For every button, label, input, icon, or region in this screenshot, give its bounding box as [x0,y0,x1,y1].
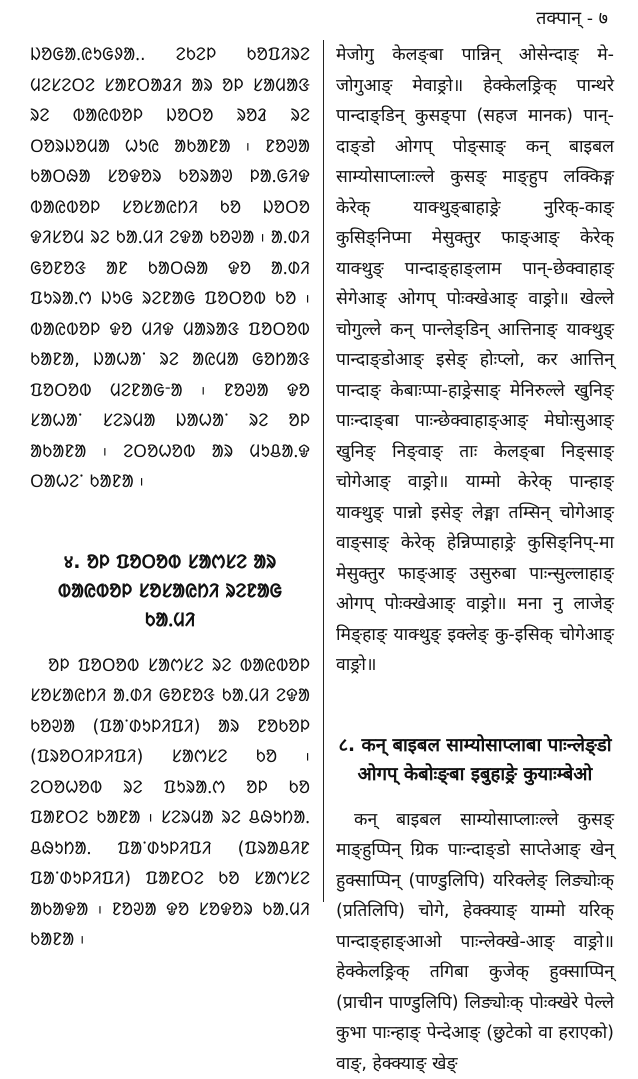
right-paragraph-1: मेजोगु केलङ्बा पान्निन् ओसेन्दाङ् मे-जोगुआङ् मेवाङ्रो॥ हेक्केलङ्रिक् पान्थरे पान्दाङ्डिन् कुसङ्पा (सहज मानक) पान्-दाङ्डो ओगप् पोङ्साङ् कन् बाइबल साम्योसाप्लाःल्ले कुसङ् माङ्हुप लक्किङ्ग केरेक् याक्थुङ्बाहाङ्रे नुरिक्-काङ् कुसिङ्निप्मा मेसुक्तुर फाङ्आङ् केरेक् याक्थुङ् पान्दाङ्हाङ्लाम पान्-छेक्वाहाङ् सेगेआङ् ओगप् पोःक्खेआङ् वाङ्रो॥ खेल्ले चोगुल्ले कन् पान्लेङ्डिन् आत्तिनाङ् याक्थुङ् पान्दाङ्डोआङ् इसेङ् होःप्लो, कर आत्तिन् पान्दाङ् केबाःप्पा-हाङ्रेसाङ् मेनिरुल्ले खुनिङ् पाःन्दाङ्बा पाःन्छेक्वाहाङ्आङ् मेघोःसुआङ् खुनिङ् निङ्वाङ् ताः केलङ्बा निङ्साङ् चोगेआङ् वाङ्रो॥ याम्मो केरेक् पान्हाङ् याक्थुङ् पान्नो इसेङ् लेङ्मा तम्सिन् चोगेआङ् वाङ्साङ् केरेक् हेन्निप्पाहाङ्रे कुसिङ्निप्-मा मेसुक्तुर फाङ्आङ् उसुरुबा पाःन्सुल्लाहाङ् ओगप् पोःक्खेआङ् वाङ्रो॥ मना नु लाजेङ् मिङ्हाङ् याक्थुङ् इक्लेङ् कु-इसिक् चोगेआङ् वाङ्रो॥ [336,40,614,681]
left-paragraph-1: ᱡᱚᱜᱟᱹᱭᱩᱜᱽᱟᱹ. ᱮᱠᱮᱞ ᱠᱚᱯᱤᱨᱮ ᱢᱮᱥᱮᱛᱮ ᱥᱟᱱᱛᱟᱲᱤ ᱟᱨ ᱚᱞ ᱥᱟᱢᱟᱝ ᱨᱮ ᱵᱟᱭᱵᱚᱞ ᱡᱚᱛᱚ ᱨᱚᱲ ᱨᱮ ᱛᱚᱨᱡᱚᱢᱟ ᱦᱩᱭ ᱟᱠᱟᱱᱟ ᱾ ᱱᱚᱣᱟ ᱠᱟᱛᱷᱟ ᱥᱚᱫᱚᱨ ᱠᱚᱨᱟᱣ ᱞᱟᱹᱜᱤᱫ ᱵᱟᱭᱵᱚᱞ ᱥᱚᱥᱟᱭᱴᱤ ᱠᱚ ᱡᱚᱛᱚ ᱫᱤᱥᱚᱢ ᱨᱮ ᱠᱟᱹᱢᱤ ᱮᱫᱟ ᱠᱚᱣᱟ ᱾ ᱟᱹᱰᱤ ᱜᱚᱱᱚᱝ ᱟᱱ ᱠᱟᱛᱷᱟ ᱫᱚ ᱟᱹᱰᱤ ᱯᱩᱨᱟᱹᱬ ᱡᱩᱜ ᱨᱮᱱᱟᱜ ᱯᱚᱛᱚᱵ ᱠᱚ ᱾ ᱵᱟᱭᱵᱚᱞ ᱫᱚ ᱢᱤᱫ ᱢᱟᱨᱟᱝ ᱯᱚᱛᱚᱵ ᱠᱟᱱᱟ, ᱡᱟᱦᱟᱸ ᱨᱮ ᱟᱭᱢᱟ ᱜᱚᱴᱟᱝ ᱯᱚᱛᱚᱵ ᱢᱮᱱᱟᱜᱼᱟ ᱾ ᱱᱚᱣᱟ ᱫᱚ ᱥᱟᱦᱟᱸ ᱥᱮᱨᱢᱟ ᱡᱟᱦᱟᱸ ᱨᱮ ᱚᱞ ᱟᱠᱟᱱᱟ ᱾ ᱮᱛᱚᱦᱚᱵ ᱟᱨ ᱢᱩᱪᱟᱹᱫ ᱛᱟᱦᱮᱸ ᱠᱟᱱᱟ ᱾ [30,40,310,498]
left-section-heading: ४. ᱚᱞ ᱯᱚᱛᱚᱵ ᱥᱟᱬᱥᱮ ᱟᱨ ᱵᱟᱭᱵᱚᱞ ᱥᱚᱥᱟᱭᱴᱤ ᱨᱮᱱᱟᱜ ᱠᱟᱹᱢᱤ [30,548,310,635]
page-header: तक्पान् - ७ [536,6,608,30]
right-section-heading: ८. कन् बाइबल साम्योसाप्लाबा पाःन्लेङ्डो ओगप् केबोःङ्बा इबुहाङ्रे कुयाःम्बेओ [336,731,614,789]
right-paragraph-2: कन् बाइबल साम्योसाप्लाःल्ले कुसङ् माङ्हुप्पिन् ग्रिक पाःन्दाङ्डो साप्तेआङ् खेन् हुक्साप्पिन् (पाण्डुलिपि) यरिक्लेङ् लिङ्योःक् (प्रतिलिपि) चोगे, हेक्क्याङ् याम्मो यरिक् पान्दाङ्हाङ्आओ पाःन्लेक्खे-आङ् वाङ्रो॥ हेक्केलङ्रिक् तगिबा कुजेक् हुक्साप्पिन् (प्राचीन पाण्डुलिपि) लिङ्योःक् पोःक्खेरे पेल्ले कुभा पाःन्हाङ् पेन्देआङ् (छुटेको वा हराएको) वाङ्, हेक्क्याङ् खेङ् [336,805,614,1079]
right-column [336,40,614,902]
left-paragraph-2: ᱚᱞ ᱯᱚᱛᱚᱵ ᱥᱟᱬᱥᱮ ᱨᱮ ᱵᱟᱭᱵᱚᱞ ᱥᱚᱥᱟᱭᱴᱤ ᱟᱹᱰᱤ ᱜᱚᱱᱚᱝ ᱠᱟᱹᱢᱤ ᱮᱫᱟ ᱠᱚᱣᱟ (ᱯᱟᱸᱰᱩᱞᱤᱯᱤ) ᱟᱨ ᱱᱚᱠᱚᱞ (ᱯᱨᱚᱛᱤᱞᱤᱯᱤ) ᱥᱟᱬᱥᱮ ᱠᱚ ᱾ ᱮᱛᱚᱦᱚᱵ ᱨᱮ ᱯᱩᱨᱟᱹᱬ ᱚᱞ ᱠᱚ ᱯᱟᱱᱛᱮ ᱠᱟᱱᱟ ᱾ ᱥᱮᱨᱢᱟ ᱨᱮ ᱪᱷᱩᱴᱟᱹ ᱪᱷᱩᱴᱟᱹ ᱯᱟᱸᱰᱩᱞᱤᱯᱤ (ᱯᱨᱟᱪᱤᱱ ᱯᱟᱸᱰᱩᱞᱤᱯᱤ) ᱯᱟᱱᱛᱮ ᱠᱚ ᱥᱟᱬᱥᱮ ᱟᱠᱟᱫᱟ ᱾ ᱱᱚᱣᱟ ᱫᱚ ᱥᱚᱫᱚᱨ ᱠᱟᱹᱢᱤ ᱠᱟᱱᱟ ᱾ [30,651,310,956]
column-divider [323,40,324,902]
left-column [30,40,310,902]
